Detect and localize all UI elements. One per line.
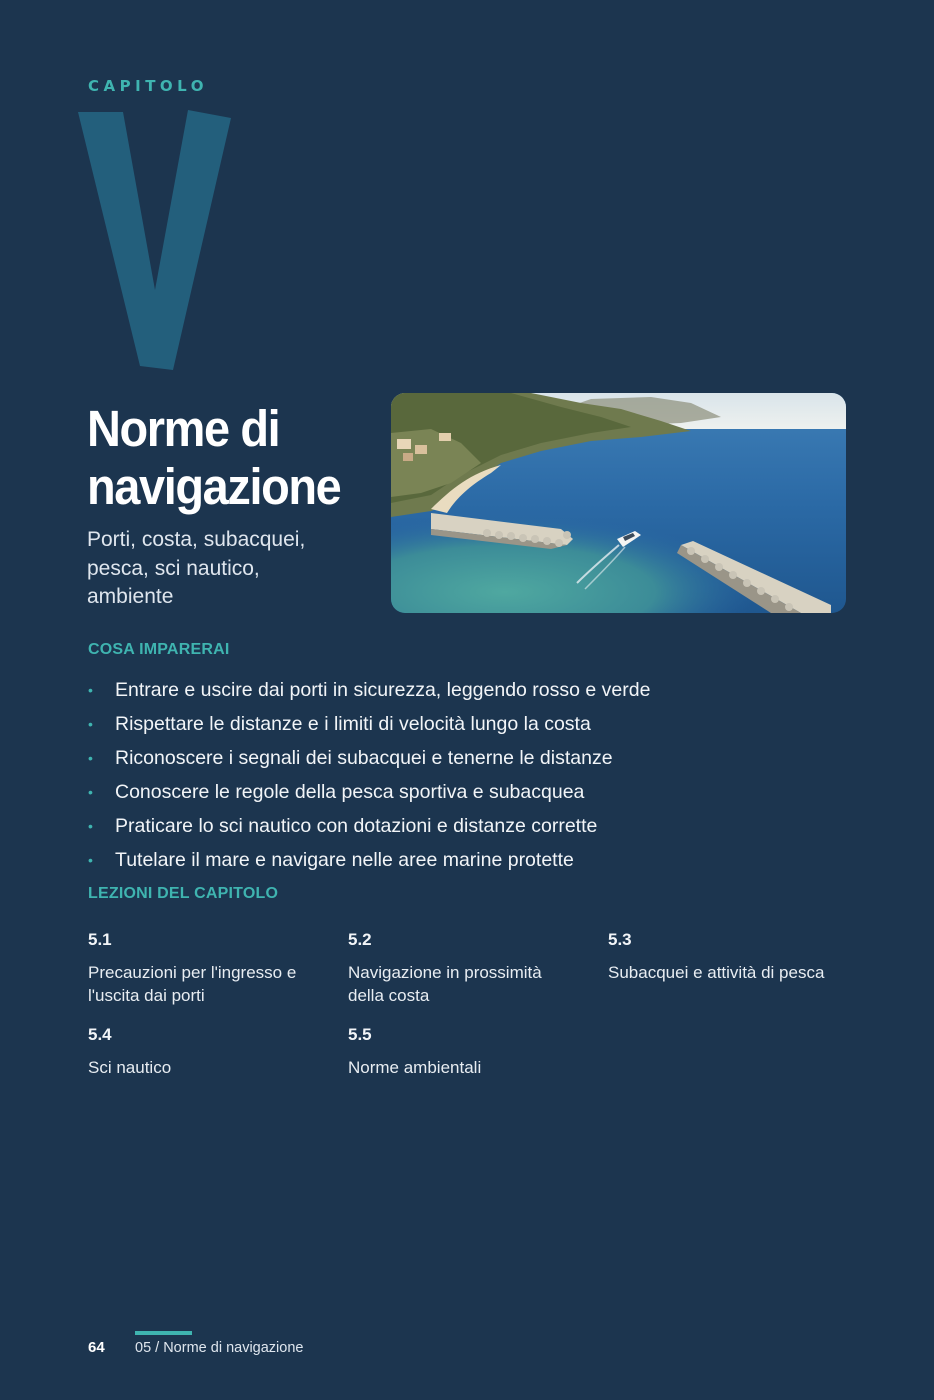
objective-text: Praticare lo sci nautico con dotazioni e distanze corrette: [115, 815, 598, 837]
objective-text: Riconoscere i segnali dei subacquei e tenerne le distanze: [115, 747, 613, 769]
lesson-number: 5.5: [348, 1025, 372, 1044]
chapter-subtitle: Porti, costa, subacquei, pesca, sci nautico, ambiente: [87, 528, 306, 608]
page-number: 64: [88, 1339, 105, 1356]
list-item: [88, 707, 788, 741]
list-item: [88, 741, 788, 775]
lesson-item[interactable]: [88, 929, 318, 1007]
hero-image: [391, 393, 846, 613]
lesson-number: 5.4: [88, 1025, 112, 1044]
list-item: [88, 809, 788, 843]
list-item: [88, 843, 788, 877]
chapter-title-line1: Norme di: [87, 400, 280, 457]
list-item: [88, 673, 788, 707]
footer-divider: [135, 1331, 192, 1335]
objective-text: Rispettare le distanze e i limiti di velocità lungo la costa: [115, 713, 591, 735]
bullet-icon: •: [88, 716, 93, 732]
lesson-title: Sci nautico: [88, 1058, 172, 1077]
chapter-title: [87, 400, 345, 516]
lesson-title: Subacquei e attività di pesca: [608, 963, 825, 982]
objectives-heading: COSA IMPARERAI: [88, 641, 230, 658]
lesson-number: 5.3: [608, 930, 632, 949]
objective-text: Tutelare il mare e navigare nelle aree marine protette: [115, 849, 574, 871]
lesson-item[interactable]: [348, 1024, 578, 1079]
lesson-item[interactable]: [88, 1024, 318, 1079]
lesson-title: Norme ambientali: [348, 1058, 482, 1077]
bullet-icon: •: [88, 852, 93, 868]
running-title: 05 / Norme di navigazione: [135, 1340, 304, 1356]
bullet-icon: •: [88, 750, 93, 766]
bullet-icon: •: [88, 682, 93, 698]
bullet-icon: •: [88, 818, 93, 834]
lesson-title: Precauzioni per l'ingresso e l'uscita dai porti: [88, 963, 297, 1005]
objectives-list: [88, 673, 788, 877]
lesson-item[interactable]: [348, 929, 578, 1007]
lesson-item[interactable]: [608, 929, 838, 984]
lesson-number: 5.1: [88, 930, 112, 949]
lessons-heading: LEZIONI DEL CAPITOLO: [88, 885, 279, 902]
lesson-number: 5.2: [348, 930, 372, 949]
chapter-title-line2: navigazione: [87, 458, 341, 515]
chapter-label: CAPITOLO: [88, 77, 208, 95]
bullet-icon: •: [88, 784, 93, 800]
chapter-numeral: [78, 108, 233, 374]
list-item: [88, 775, 788, 809]
lesson-title: Navigazione in prossimità della costa: [348, 963, 542, 1005]
objective-text: Conoscere le regole della pesca sportiva e subacquea: [115, 781, 585, 803]
objective-text: Entrare e uscire dai porti in sicurezza, leggendo rosso e verde: [115, 679, 651, 701]
